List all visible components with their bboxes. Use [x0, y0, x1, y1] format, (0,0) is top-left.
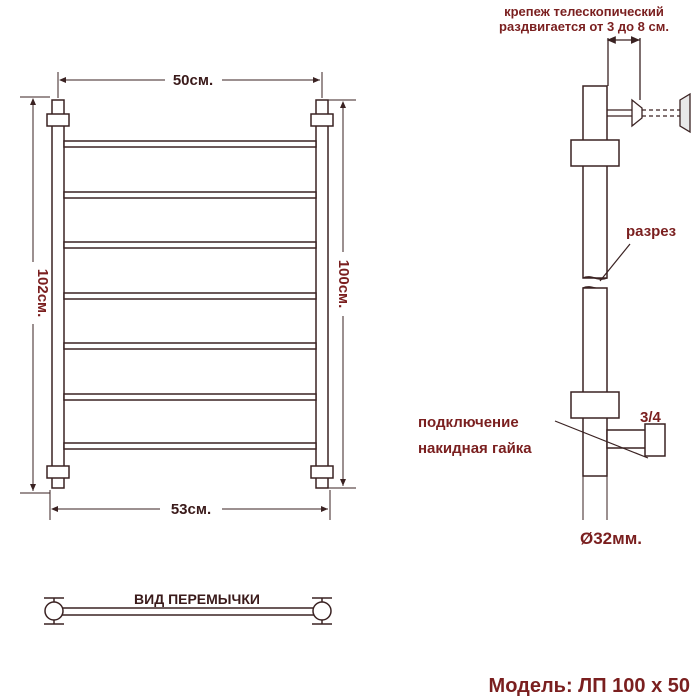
jumper-view — [44, 591, 332, 624]
jumper-left-end — [44, 598, 64, 624]
height-left-label: 102см. — [34, 268, 51, 318]
bracket-bottom-left — [47, 466, 69, 478]
rung — [64, 443, 316, 449]
diameter-dimension — [583, 476, 607, 520]
connection-line1: подключение — [418, 414, 519, 431]
diameter-label: Ø32мм. — [580, 529, 643, 548]
side-pipe-lower — [583, 288, 607, 476]
bracket-bottom-right — [311, 466, 333, 478]
front-view — [20, 72, 356, 520]
connection-nut — [607, 424, 665, 456]
rungs — [64, 141, 316, 449]
rung — [64, 343, 316, 349]
connection-line2: накидная гайка — [418, 440, 532, 457]
width-top-label: 50см. — [172, 72, 214, 89]
telescopic-mount — [607, 38, 690, 132]
rung — [64, 141, 316, 147]
rung — [64, 242, 316, 248]
model-label: Модель: ЛП 100 х 50 — [488, 675, 690, 697]
jumper-right-end — [312, 598, 332, 624]
left-vertical-pipe — [52, 100, 64, 488]
side-pipe-upper — [583, 86, 607, 278]
side-view — [418, 4, 690, 548]
thread-label: 3/4 — [640, 409, 661, 426]
bracket-top-left — [47, 114, 69, 126]
jumper-bar — [62, 608, 318, 615]
mount-note-line2: раздвигается от 3 до 8 см. — [499, 19, 669, 34]
right-vertical-pipe — [316, 100, 328, 488]
rung — [64, 293, 316, 299]
width-bottom-label: 53см. — [170, 501, 212, 518]
height-right-label: 100см. — [335, 259, 352, 309]
bracket-top-right — [311, 114, 333, 126]
cut-label: разрез — [626, 223, 677, 240]
side-bracket-bottom — [571, 392, 619, 418]
rung — [64, 394, 316, 400]
side-bracket-top — [571, 140, 619, 166]
rung — [64, 192, 316, 198]
mount-note-line1: крепеж телескопический — [504, 4, 664, 19]
jumper-label: ВИД ПЕРЕМЫЧКИ — [134, 591, 260, 607]
